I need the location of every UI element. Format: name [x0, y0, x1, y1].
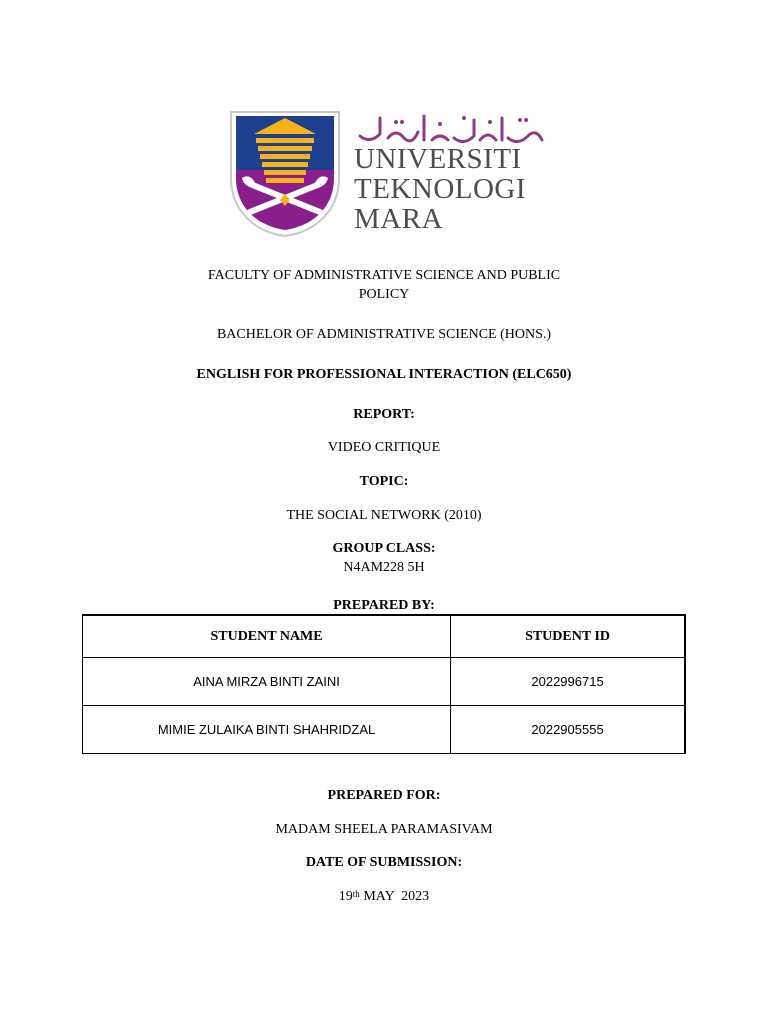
topic-value: THE SOCIAL NETWORK (2010): [286, 508, 482, 523]
table-row: [83, 706, 686, 754]
uitm-shield-icon: [228, 108, 342, 238]
submission-date-label: DATE OF SUBMISSION:: [305, 855, 463, 870]
table-row: [83, 658, 686, 706]
faculty-line-2: POLICY: [358, 287, 410, 302]
group-class-label: GROUP CLASS:: [332, 541, 436, 556]
prepared-for-label: PREPARED FOR:: [327, 788, 441, 803]
wordmark-line-1: UNIVERSITI: [354, 143, 522, 175]
prepared-by-label: PREPARED BY:: [333, 598, 435, 613]
prepared-for-value: MADAM SHEELA PARAMASIVAM: [275, 822, 493, 837]
header-student-name: STUDENT NAME: [83, 615, 451, 658]
date-suffix: th: [352, 889, 360, 899]
course-title: ENGLISH FOR PROFESSIONAL INTERACTION (ELC650): [196, 367, 572, 382]
wordmark-line-3: MARA: [354, 203, 444, 235]
date-rest: MAY 2023: [359, 889, 430, 904]
uitm-logo: [228, 108, 548, 238]
date-day: 19: [338, 889, 353, 904]
submission-date-value: [0, 887, 768, 906]
student-id-cell: 2022996715: [451, 658, 685, 706]
topic-label: TOPIC:: [359, 474, 409, 489]
report-value: VIDEO CRITIQUE: [327, 440, 441, 455]
programme-title: BACHELOR OF ADMINISTRATIVE SCIENCE (HONS.): [216, 327, 552, 342]
faculty-line-1: FACULTY OF ADMINISTRATIVE SCIENCE AND PUBLIC: [207, 268, 561, 283]
student-name-cell: AINA MIRZA BINTI ZAINI: [83, 658, 451, 706]
student-name-cell: MIMIE ZULAIKA BINTI SHAHRIDZAL: [83, 706, 451, 754]
header-student-id: STUDENT ID: [451, 615, 685, 658]
student-table: [82, 614, 686, 754]
group-class-value: N4AM228 5H: [343, 560, 425, 575]
table-header-row: [83, 615, 686, 658]
report-label: REPORT:: [353, 407, 415, 422]
uitm-wordmark: [354, 144, 526, 234]
wordmark-line-2: TEKNOLOGI: [354, 173, 527, 205]
student-id-cell: 2022905555: [451, 706, 685, 754]
